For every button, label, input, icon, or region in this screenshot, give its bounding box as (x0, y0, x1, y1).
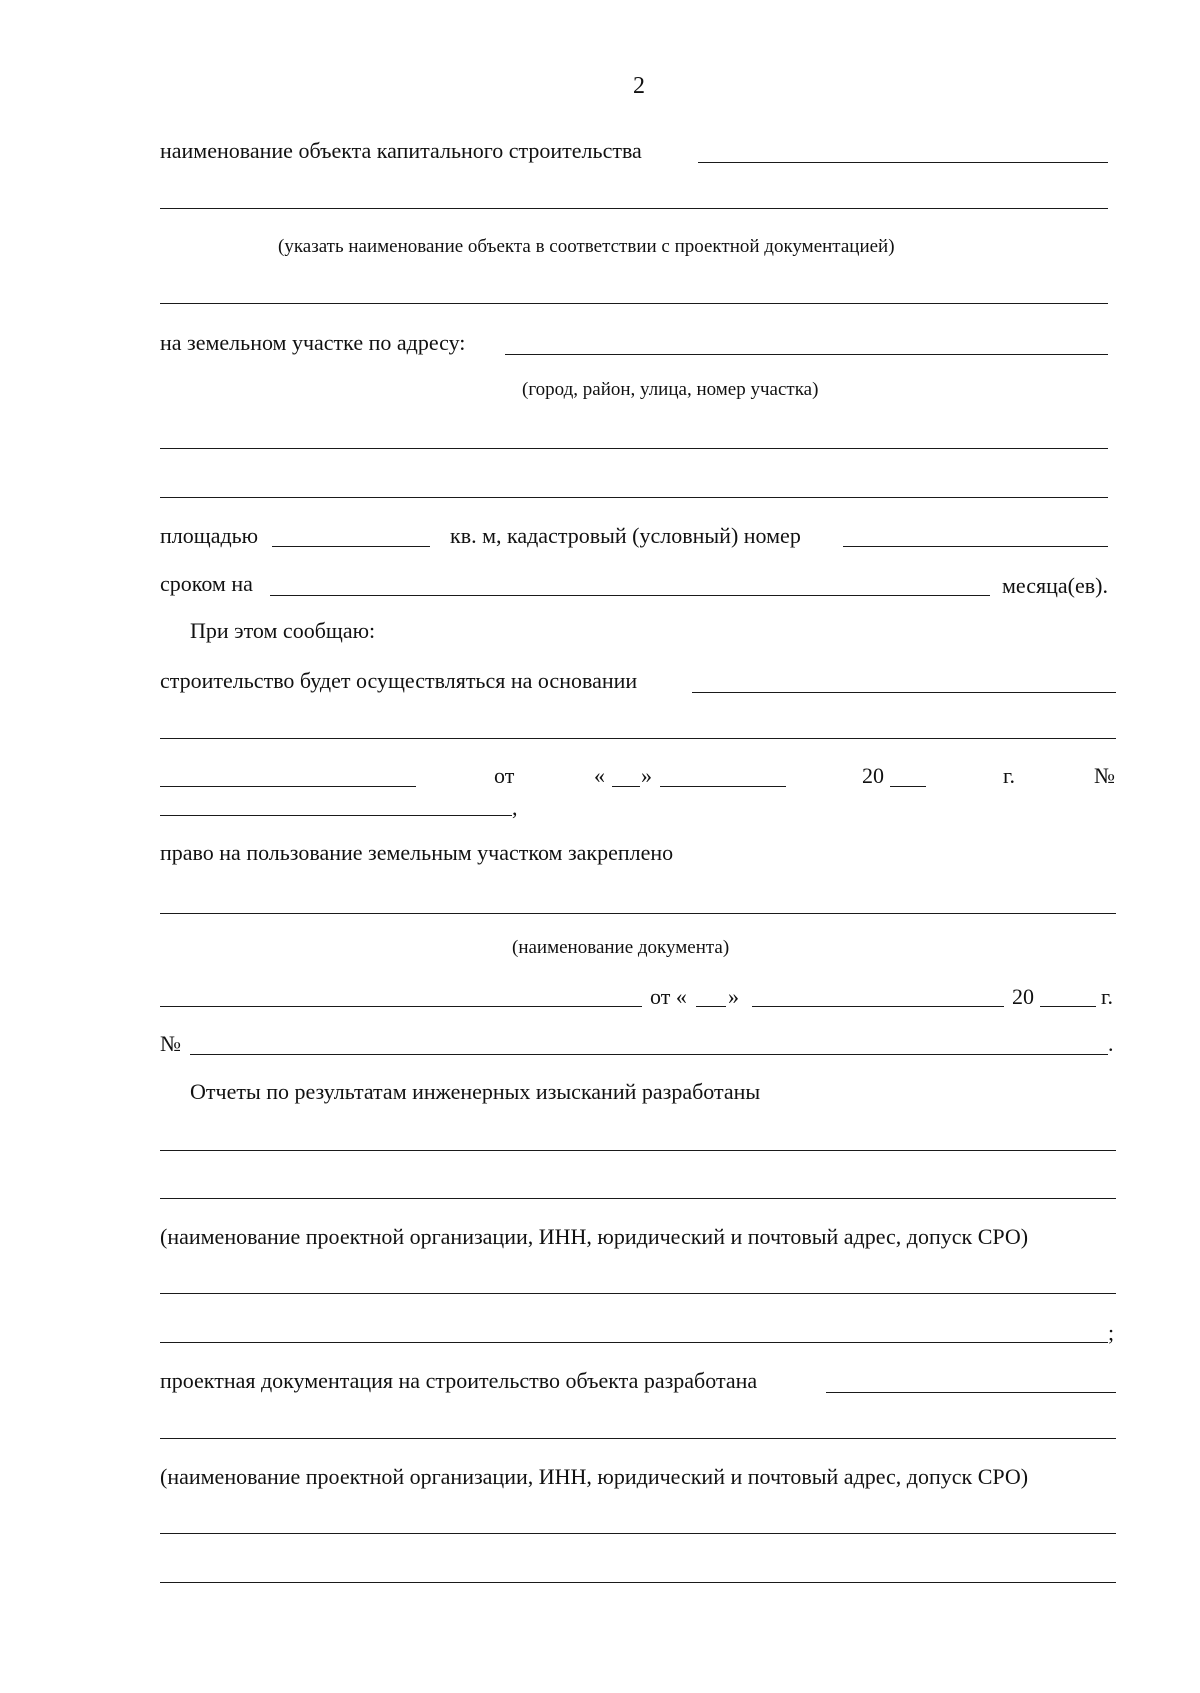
project-org-hint: (наименование проектной организации, ИНН, юридический и почтовый адрес, допуск СРО) (160, 1464, 1029, 1489)
land-doc-number-sign: № (160, 1031, 181, 1056)
address-label: на земельном участке по адресу: (160, 330, 466, 355)
basis-label: строительство будет осуществляться на основании (160, 668, 638, 693)
project-line-2[interactable] (160, 1438, 1116, 1439)
project-line-4[interactable] (160, 1582, 1116, 1583)
object-name-line-1[interactable] (698, 162, 1108, 163)
land-doc-line[interactable] (160, 1006, 642, 1007)
basis-quote-close: » (641, 763, 652, 788)
area-label: площадью (160, 523, 259, 548)
project-label: проектная документация на строительство объекта разработана (160, 1368, 758, 1393)
term-label: сроком на (160, 571, 253, 596)
land-doc-year-suffix: г. (1101, 984, 1114, 1009)
area-input-line[interactable] (272, 546, 430, 547)
basis-line-2[interactable] (160, 738, 1116, 739)
area-units-cadastral-label: кв. м, кадастровый (условный) номер (450, 523, 801, 548)
object-name-hint: (указать наименование объекта в соответствии с проектной документацией) (278, 236, 895, 257)
surveys-line-1[interactable] (160, 1150, 1116, 1151)
project-line-1[interactable] (826, 1392, 1116, 1393)
land-doc-from-label: от « (650, 984, 687, 1009)
basis-line-1[interactable] (692, 692, 1116, 693)
cadastral-number-line[interactable] (843, 546, 1108, 547)
object-name-line-3[interactable] (160, 303, 1108, 304)
address-line-3[interactable] (160, 497, 1108, 498)
basis-doc-line[interactable] (160, 786, 416, 787)
surveys-label: Отчеты по результатам инженерных изысканий разработаны (190, 1079, 761, 1104)
land-doc-day-line[interactable] (696, 1006, 726, 1007)
project-line-3[interactable] (160, 1533, 1116, 1534)
surveys-line-2[interactable] (160, 1198, 1116, 1199)
basis-year-suffix: г. (1003, 763, 1016, 788)
basis-number-sign: № (1094, 763, 1115, 788)
surveys-semicolon: ; (1108, 1320, 1115, 1345)
surveys-org-hint: (наименование проектной организации, ИНН, юридический и почтовый адрес, допуск СРО) (160, 1224, 1029, 1249)
address-line-1[interactable] (505, 354, 1108, 355)
doc-name-hint: (наименование документа) (512, 937, 730, 958)
basis-month-line[interactable] (660, 786, 786, 787)
land-doc-quote-close: » (728, 984, 739, 1009)
basis-day-line[interactable] (612, 786, 640, 787)
address-hint: (город, район, улица, номер участка) (522, 379, 819, 400)
land-right-line[interactable] (160, 913, 1116, 914)
basis-quote-open: « (594, 763, 605, 788)
basis-number-line[interactable] (160, 815, 512, 816)
surveys-line-3[interactable] (160, 1293, 1116, 1294)
page-number: 2 (633, 73, 645, 99)
land-doc-period: . (1108, 1031, 1114, 1056)
object-name-line-2[interactable] (160, 208, 1108, 209)
basis-from-label: от (494, 763, 515, 788)
land-right-label: право на пользование земельным участком закреплено (160, 840, 674, 865)
land-doc-year-line[interactable] (1040, 1006, 1096, 1007)
address-line-2[interactable] (160, 448, 1108, 449)
basis-comma: , (512, 795, 518, 820)
land-doc-month-line[interactable] (752, 1006, 1004, 1007)
land-doc-number-line[interactable] (190, 1054, 1108, 1055)
object-name-label: наименование объекта капитального строительства (160, 138, 642, 163)
basis-year-line[interactable] (890, 786, 926, 787)
surveys-line-4[interactable] (160, 1342, 1108, 1343)
land-doc-year-prefix: 20 (1012, 984, 1034, 1009)
term-input-line[interactable] (270, 595, 990, 596)
also-report-heading: При этом сообщаю: (190, 618, 376, 643)
basis-year-prefix: 20 (862, 763, 884, 788)
term-units: месяца(ев). (1002, 573, 1108, 598)
